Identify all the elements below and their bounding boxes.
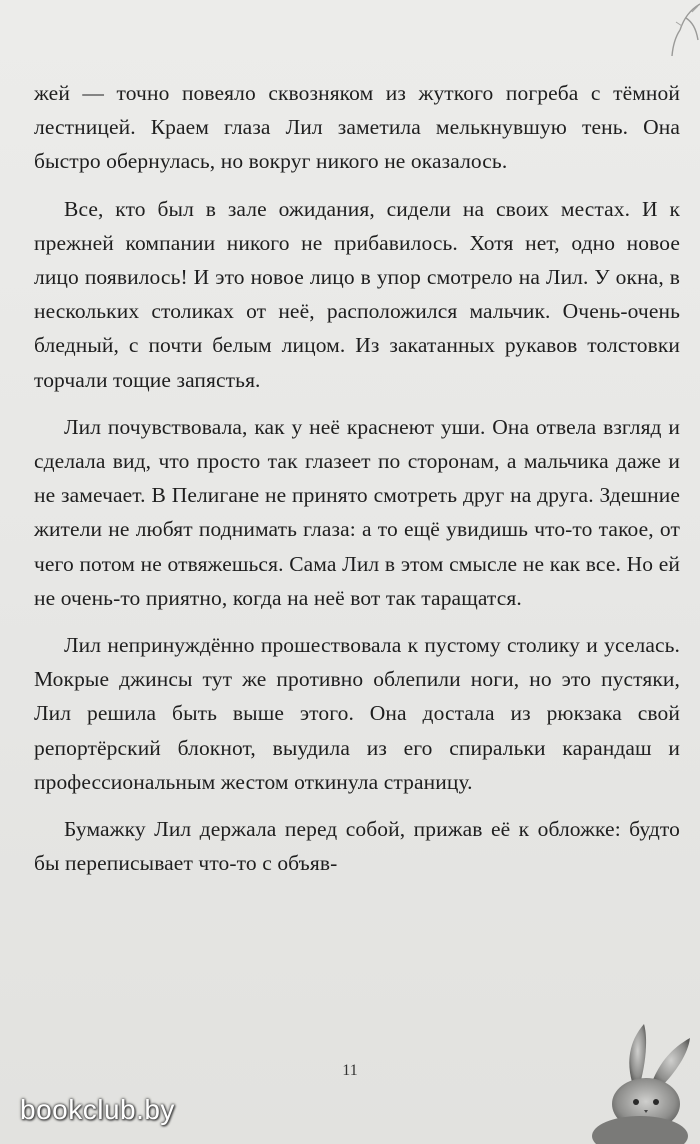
watermark: bookclub.by — [20, 1094, 175, 1125]
paragraph-2: Все, кто был в зале ожидания, сидели на своих местах. И к прежней компании никого не прибавилось. Хотя нет, одно новое лицо появилось! И это новое лицо в упор смотрело на Лил. У окна, в нескольких столиках от неё, расположился мальчик. Очень-очень бледный, с почти белым лицом. Из закатанных рукавов толстовки торчали тощие запястья. — [34, 196, 680, 392]
tree-branch-icon — [640, 0, 700, 70]
paragraph-1: жей — точно повеяло сквозняком из жуткого погреба с тёмной лестницей. Краем глаза Лил заметила мелькнувшую тень. Она быстро обернулась, но вокруг никого не оказалось. — [34, 81, 680, 174]
rabbit-illustration-icon — [560, 1004, 700, 1144]
body-text — [34, 76, 680, 893]
paragraph-3: Лил почувствовала, как у неё краснеют уши. Она отвела взгляд и сделала вид, что просто так глазеет по сторонам, а мальчика даже и не замечает. В Пелигане не принято смотреть друг на друга. Здешние жители не любят поднимать глаза: а то ещё увидишь что-то такое, от чего потом не отвяжешься. Сама Лил в этом смысле не как все. Но ей не очень-то приятно, когда на неё вот так таращатся. — [34, 414, 680, 610]
paragraph-5: Бумажку Лил держала перед собой, прижав её к обложке: будто бы переписывает что-то с объяв- — [34, 817, 680, 876]
paragraph-4: Лил непринуждённо прошествовала к пустому столику и уселась. Мокрые джинсы тут же противно облепили ноги, но это пустяки, Лил решила быть выше этого. Она достала из рюкзака свой репортёрский блокнот, выудила из его спиральки карандаш и профессиональным жестом откинула страницу. — [34, 633, 680, 794]
page-number: 11 — [342, 1062, 358, 1079]
